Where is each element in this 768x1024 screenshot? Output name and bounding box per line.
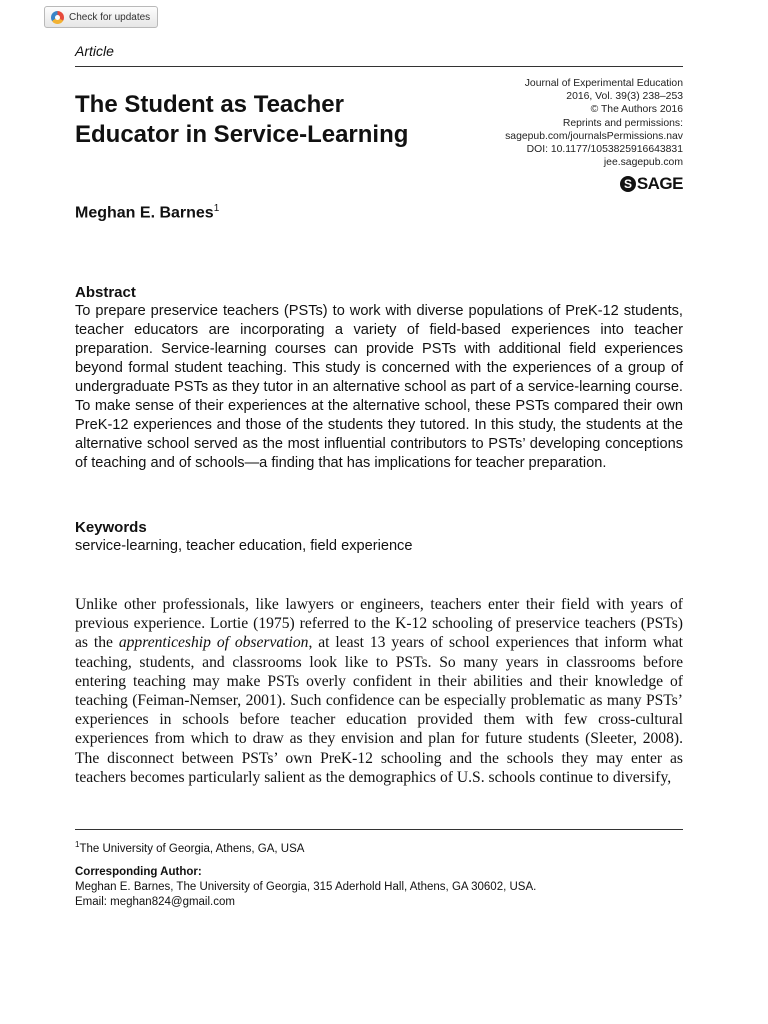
footnote-divider bbox=[75, 829, 683, 830]
author-line bbox=[75, 203, 219, 222]
affiliation-text: The University of Georgia, Athens, GA, USA bbox=[79, 842, 305, 855]
journal-name: Journal of Experimental Education bbox=[524, 78, 683, 89]
article-type-label: Article bbox=[75, 43, 114, 59]
author-name[interactable]: Meghan E. Barnes bbox=[75, 204, 214, 222]
article-title bbox=[75, 90, 495, 150]
article-title-line-2: Educator in Service-Learning bbox=[75, 121, 409, 148]
corresponding-author-email[interactable]: Email: meghan824@gmail.com bbox=[75, 896, 235, 908]
check-for-updates-label: Check for updates bbox=[69, 11, 151, 23]
corresponding-author-address: Meghan E. Barnes, The University of Georgia, 315 Aderhold Hall, Athens, GA 30602, USA. bbox=[75, 881, 537, 893]
body-paragraph bbox=[75, 595, 683, 787]
keywords-heading: Keywords bbox=[75, 519, 147, 536]
sage-wordmark: SAGE bbox=[636, 174, 683, 193]
body-text-part-1: Unlike other professionals, like lawyers or engineers, teachers enter their field with years of previous experience. Lortie (1975) referred to the K-12 schooling of preservice teachers (PSTs) as the bbox=[75, 596, 683, 652]
journal-site-link[interactable]: jee.sagepub.com bbox=[603, 157, 683, 169]
body-text-part-2: , at least 13 years of school experiences that inform what teaching, students, and classrooms look like to PSTs. So many years in classrooms before entering teaching may make PSTs overly confident in their abilities and their knowledge of teaching (Feiman-Nemser, 2001). Such confidence can be especially problematic as many PSTs’ experiences in schools before teacher education provided them with few cross-cultural experiences from which to draw as they envision and plan for future students (Sleeter, 2008). The disconnect between PSTs’ own PreK-12 schooling and the schools they may enter as teachers becomes particularly salient as the demographics of U.S. schools continue to diversify, bbox=[75, 634, 684, 786]
affiliation-footnote bbox=[75, 840, 304, 855]
abstract-heading: Abstract bbox=[75, 284, 136, 301]
article-title-line-1: The Student as Teacher bbox=[75, 91, 344, 118]
keywords-text: service-learning, teacher education, field experience bbox=[75, 538, 413, 554]
affiliation-mark: 1 bbox=[75, 840, 80, 849]
sage-logo bbox=[620, 174, 683, 194]
sage-s-icon: S bbox=[620, 176, 636, 192]
check-for-updates-button[interactable] bbox=[44, 6, 158, 28]
crossmark-icon bbox=[51, 11, 64, 24]
journal-volume: 2016, Vol. 39(3) 238–253 bbox=[566, 91, 683, 103]
abstract-text: To prepare preservice teachers (PSTs) to work with diverse populations of PreK-12 students, teacher educators are incorporating a variety of field-based experiences into teacher preparation. Service-learning courses can provide PSTs with additional field experiences beyond formal student teaching. This study is concerned with the experiences of a group of undergraduate PSTs as they tutor in an alternative school as part of a service-learning course. To make sense of their experiences at the alternative school, these PSTs compared their own PreK-12 experiences and those of the students they tutored. In this study, the students at the alternative school served as the most influential contributors to PSTs’ developing conceptions of teaching and of schools—a finding that has implications for teacher preparation. bbox=[75, 303, 683, 471]
journal-copyright: © The Authors 2016 bbox=[590, 104, 683, 116]
author-affiliation-mark: 1 bbox=[213, 203, 220, 214]
body-emphasis: apprenticeship of observation bbox=[118, 634, 309, 652]
corresponding-author-heading: Corresponding Author: bbox=[75, 866, 202, 878]
header-divider bbox=[75, 66, 683, 67]
journal-doi-link[interactable]: DOI: 10.1177/1053825916643831 bbox=[526, 144, 683, 156]
journal-permissions-link[interactable]: sagepub.com/journalsPermissions.nav bbox=[505, 130, 683, 142]
journal-reprints: Reprints and permissions: bbox=[562, 117, 683, 129]
journal-info bbox=[505, 77, 683, 169]
